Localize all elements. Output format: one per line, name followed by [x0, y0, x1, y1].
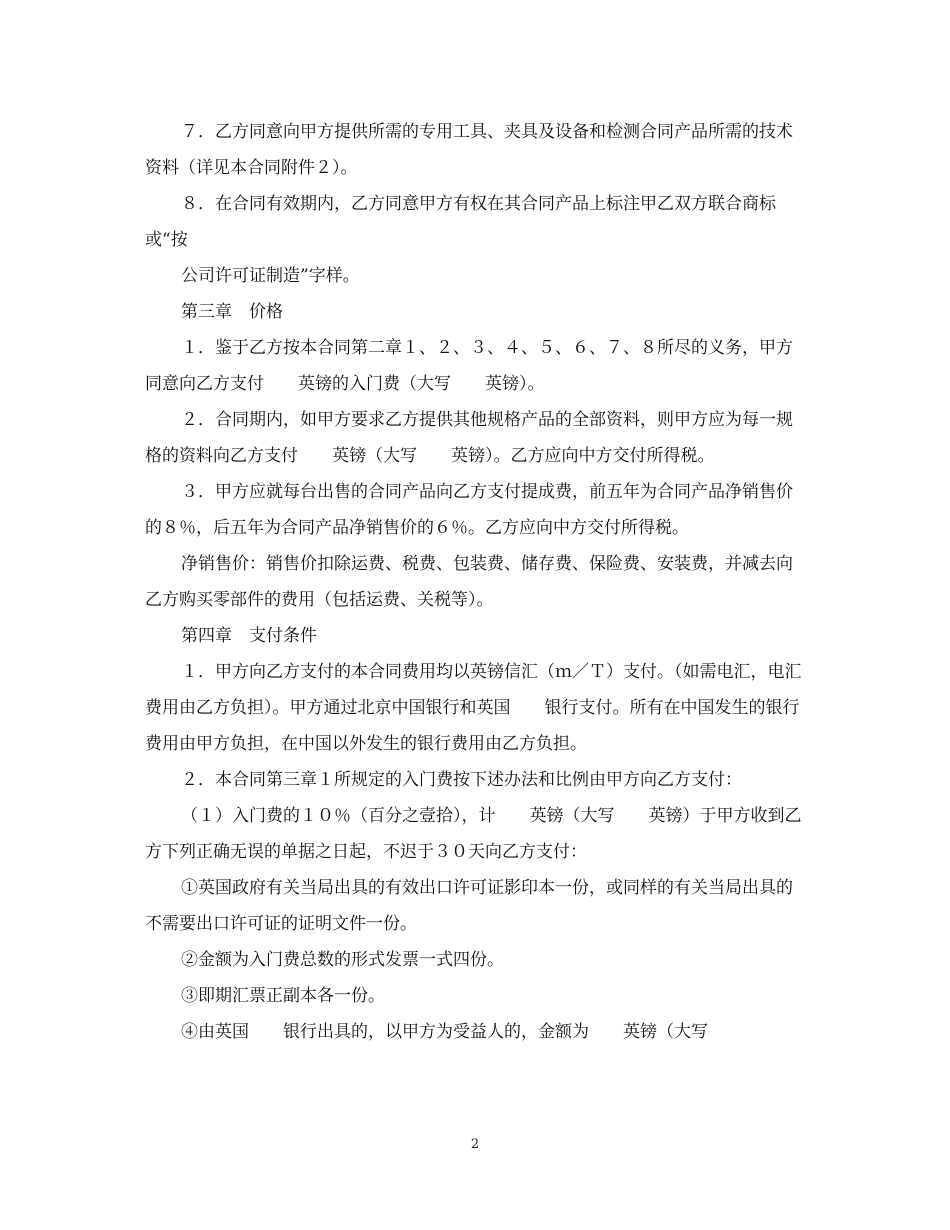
body-text: [145, 114, 805, 1050]
paragraph-clause-8-cont: 公司许可证制造”字样。: [181, 266, 360, 286]
paragraph-payment-1: １．甲方向乙方支付的本合同费用均以英镑信汇（ｍ／Ｔ）支付。（如需电汇，电汇费用由乙方负担）。甲方通过北京中国银行和英国 银行支付。所有在中国发生的银行费用由甲方负担，在中国以外发生的银行费用由乙方负担。: [145, 662, 802, 754]
paragraph-price-2: ２．合同期内，如甲方要求乙方提供其他规格产品的全部资料，则甲方应为每一规格的资料向乙方支付 英镑（大写 英镑）。乙方应向中方交付所得税。: [145, 410, 793, 466]
paragraph-net-price: 净销售价：销售价扣除运费、税费、包装费、储存费、保险费、安装费，并减去向乙方购买零部件的费用（包括运费、关税等）。: [145, 554, 793, 610]
paragraph-clause-8: ８．在合同有效期内，乙方同意甲方有权在其合同产品上标注甲乙双方联合商标或“按: [145, 194, 776, 250]
paragraph-payment-2-1: （１）入门费的１０％（百分之壹拾），计 英镑（大写 英镑）于甲方收到乙方下列正确无误的单据之日起，不迟于３０天向乙方支付：: [145, 806, 802, 862]
paragraph-clause-7: ７．乙方同意向甲方提供所需的专用工具、夹具及设备和检测合同产品所需的技术资料（详见本合同附件２）。: [145, 122, 793, 178]
paragraph-price-3: ３．甲方应就每台出售的合同产品向乙方支付提成费，前五年为合同产品净销售价的８％，后五年为合同产品净销售价的６％。乙方应向中方交付所得税。: [145, 482, 793, 538]
paragraph-payment-2: ２．本合同第三章１所规定的入门费按下述办法和比例由甲方向乙方支付：: [181, 770, 742, 790]
chapter-3-heading: 第三章 价格: [181, 302, 283, 322]
list-item-doc-1: ①英国政府有关当局出具的有效出口许可证影印本一份，或同样的有关当局出具的不需要出口许可证的证明文件一份。: [145, 878, 793, 934]
chapter-4-heading: 第四章 支付条件: [181, 626, 317, 646]
page-number: 2: [470, 1137, 480, 1152]
paragraph-price-1: １．鉴于乙方按本合同第二章１、２、３、４、５、６、７、８所尽的义务，甲方同意向乙方支付 英镑的入门费（大写 英镑）。: [145, 338, 793, 394]
list-item-doc-4: ④由英国 银行出具的，以甲方为受益人的，金额为 英镑（大写: [181, 1022, 708, 1042]
list-item-doc-2: ②金额为入门费总数的形式发票一式四份。: [181, 950, 504, 970]
list-item-doc-3: ③即期汇票正副本各一份。: [181, 986, 385, 1006]
